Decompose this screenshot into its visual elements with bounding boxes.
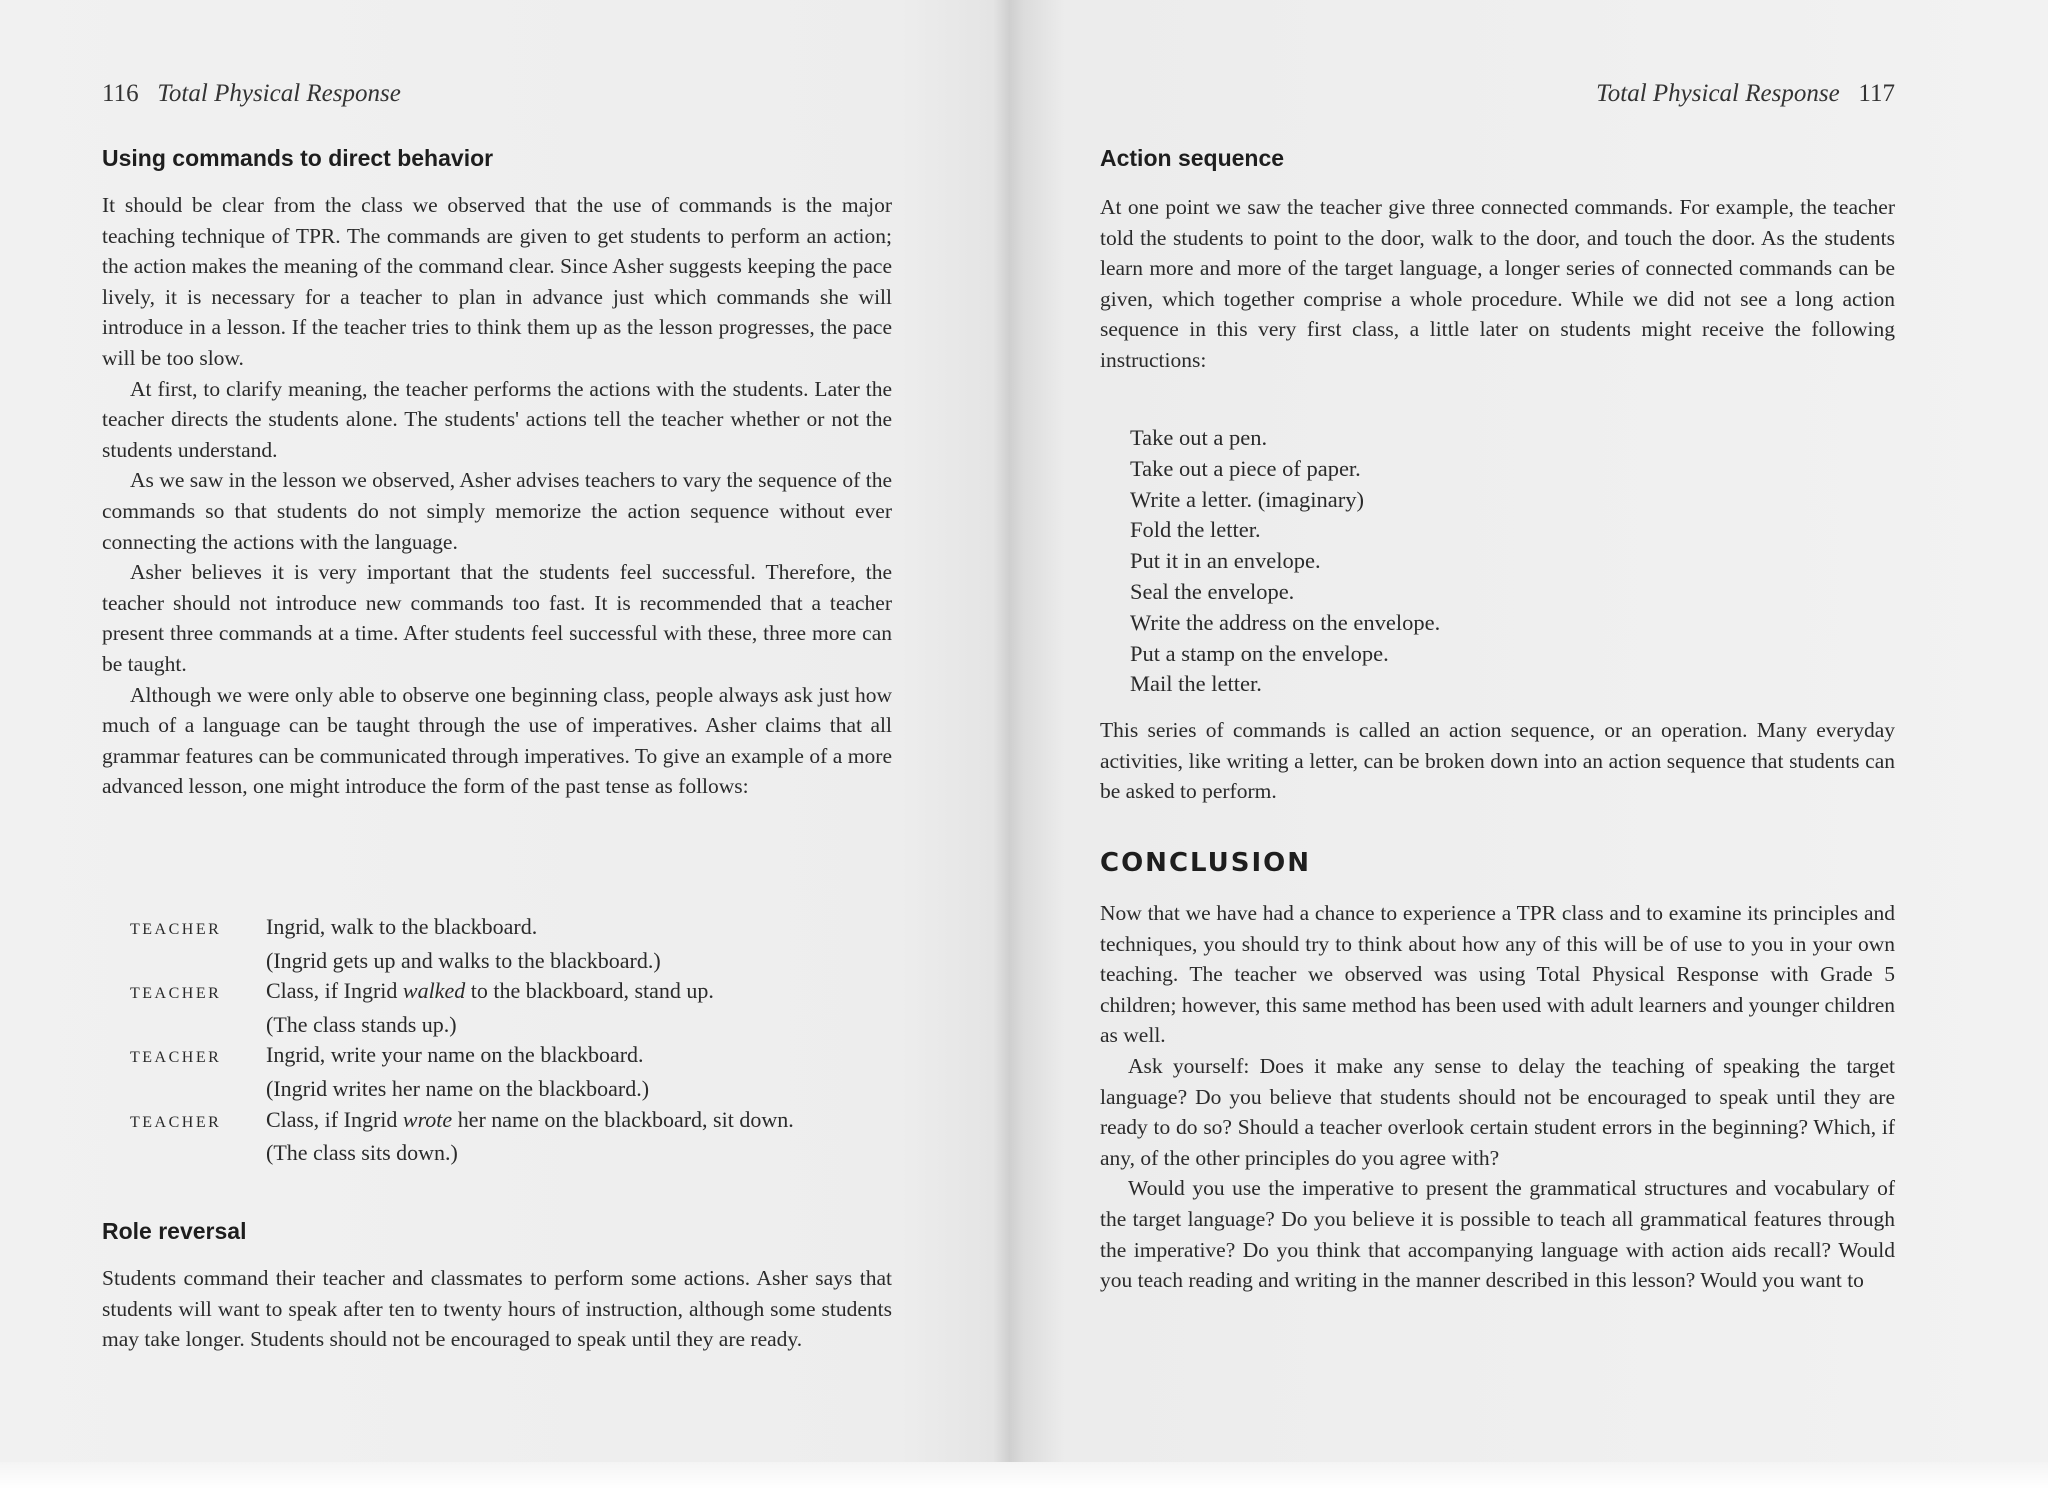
- paragraph: Now that we have had a chance to experience a TPR class and to examine its principles and techniques, you should try to think about how any of this will be of use to you in your own teaching. The teacher we observed was using Total Physical Response with Grade 5 children; however, this same method has been used with adult learners and younger children as well.: [1100, 901, 1895, 1048]
- response-line: (Ingrid writes her name on the blackboard.): [266, 1075, 650, 1101]
- command-text: Class, if Ingrid: [266, 1106, 403, 1132]
- command-text: to the blackboard, stand up.: [465, 978, 714, 1004]
- action-step: Put it in an envelope.: [1130, 548, 1321, 574]
- speaker-label: TEACHER: [130, 921, 222, 938]
- left-running-head: [102, 80, 401, 108]
- conclusion-heading: CONCLUSION: [1100, 848, 1312, 878]
- paragraph: At one point we saw the teacher give three connected commands. For example, the teacher told the students to point to the door, walk to the door, and touch the door. As the students learn more and more of the target language, a longer series of connected commands can be given, which together comprise a whole procedure. While we did not see a long action sequence in this very first class, a little later on students might receive the following instructions:: [1100, 195, 1895, 372]
- section-heading-commands: Using commands to direct behavior: [102, 145, 494, 171]
- action-step: Fold the letter.: [1130, 517, 1261, 543]
- action-steps-list: [1130, 423, 1440, 700]
- response-line: (The class stands up.): [266, 1011, 457, 1037]
- action-step: Mail the letter.: [1130, 671, 1262, 697]
- paragraph: This series of commands is called an action sequence, or an operation. Many everyday activities, like writing a letter, can be broken down into an action sequence that students can be asked to perform.: [1100, 718, 1895, 804]
- speaker-label: TEACHER: [130, 1049, 222, 1067]
- paragraph: Although we were only able to observe one beginning class, people always ask just how much of a language can be taught through the use of imperatives. Asher claims that all grammar features can be communicated through imperatives. To give an example of a more advanced lesson, one might introduce the form of the past tense as follows:: [102, 682, 892, 799]
- emphasized-verb: walked: [402, 978, 466, 1004]
- emphasized-verb: wrote: [402, 1106, 453, 1132]
- paragraph: At first, to clarify meaning, the teacher performs the actions with the students. Later the teacher directs the students alone. The students' actions tell the teacher whether or not the students understand.: [102, 376, 892, 462]
- speaker-label: TEACHER: [130, 1113, 222, 1131]
- paragraph: Asher believes it is very important that the students feel successful. Therefore, the teacher should not introduce new commands too fast. It is recommended that a teacher present three commands at a time. After students feel successful with these, three more can be taught.: [102, 560, 892, 676]
- teacher-dialogue: [130, 912, 890, 1169]
- command-line: Ingrid, walk to the blackboard.: [266, 914, 538, 939]
- action-sequence-text: [1100, 192, 1895, 376]
- paragraph: Students command their teacher and classmates to perform some actions. Asher says that students will want to speak after ten to twenty hours of instruction, although some students may take longer. Students should not be encouraged to speak until they are ready.: [102, 1266, 892, 1352]
- action-step: Put a stamp on the envelope.: [1130, 640, 1389, 666]
- left-page: [102, 0, 892, 1460]
- section-heading-action-sequence: Action sequence: [1100, 145, 1285, 171]
- left-running-title: Total Physical Response: [157, 80, 401, 107]
- right-running-title: Total Physical Response: [1596, 80, 1840, 107]
- dialogue-row: [130, 976, 890, 1010]
- role-reversal-text: [102, 1263, 892, 1355]
- action-step: Take out a piece of paper.: [1130, 455, 1361, 481]
- conclusion-text: [1100, 898, 1895, 1296]
- command-line: [266, 976, 890, 1010]
- paragraph: Ask yourself: Does it make any sense to delay the teaching of speaking the target language? Do you believe that students should not be encouraged to speak until they are ready to do so? Should a teacher overlook certain student errors in the beginning? Which, if any, of the other principles do you agree with?: [1100, 1053, 1895, 1170]
- action-step: Write a letter. (imaginary): [1130, 486, 1364, 512]
- dialogue-row: [130, 912, 890, 946]
- dialogue-row: [130, 1105, 890, 1139]
- paragraph: Would you use the imperative to present the grammatical structures and vocabulary of the target language? Do you believe it is possible to teach all grammatical features through the imperative? Do you think that accompanying language with action aids recall? Would you teach reading and writing in the manner described in this lesson? Would you want to: [1100, 1176, 1895, 1293]
- command-text: Class, if Ingrid: [266, 978, 403, 1004]
- paragraph: It should be clear from the class we observed that the use of commands is the major teaching technique of TPR. The commands are given to get students to perform an action; the action makes the meaning of the command clear. Since Asher suggests keeping the pace lively, it is necessary for a teacher to plan in advance just which commands she will introduce in a lesson. If the teacher tries to think them up as the lesson progresses, the pace will be too slow.: [102, 193, 892, 370]
- command-text: her name on the blackboard, sit down.: [452, 1106, 794, 1132]
- paragraph: As we saw in the lesson we observed, Asher advises teachers to vary the sequence of the commands so that students do not simply memorize the action sequence without ever connecting the actions with the language.: [102, 468, 892, 554]
- command-line: Ingrid, write your name on the blackboard.: [266, 1042, 644, 1068]
- page-bottom-edge: [0, 1462, 2048, 1489]
- right-page-number: 117: [1858, 80, 1895, 107]
- response-line: (Ingrid gets up and walks to the blackboard.): [266, 947, 661, 973]
- right-page: [1100, 0, 1895, 1460]
- action-step: Seal the envelope.: [1130, 578, 1295, 604]
- dialogue-row: [130, 1040, 890, 1074]
- action-step: Take out a pen.: [1130, 425, 1268, 450]
- speaker-label: TEACHER: [130, 985, 222, 1003]
- action-step: Write the address on the envelope.: [1130, 609, 1441, 635]
- section-heading-role-reversal: Role reversal: [102, 1218, 247, 1244]
- command-line: [266, 1105, 826, 1139]
- commands-text: [102, 190, 892, 802]
- action-sequence-summary: [1100, 715, 1895, 807]
- right-running-head: [1596, 80, 1895, 108]
- response-line: (The class sits down.): [266, 1140, 458, 1166]
- left-page-number: 116: [102, 80, 139, 107]
